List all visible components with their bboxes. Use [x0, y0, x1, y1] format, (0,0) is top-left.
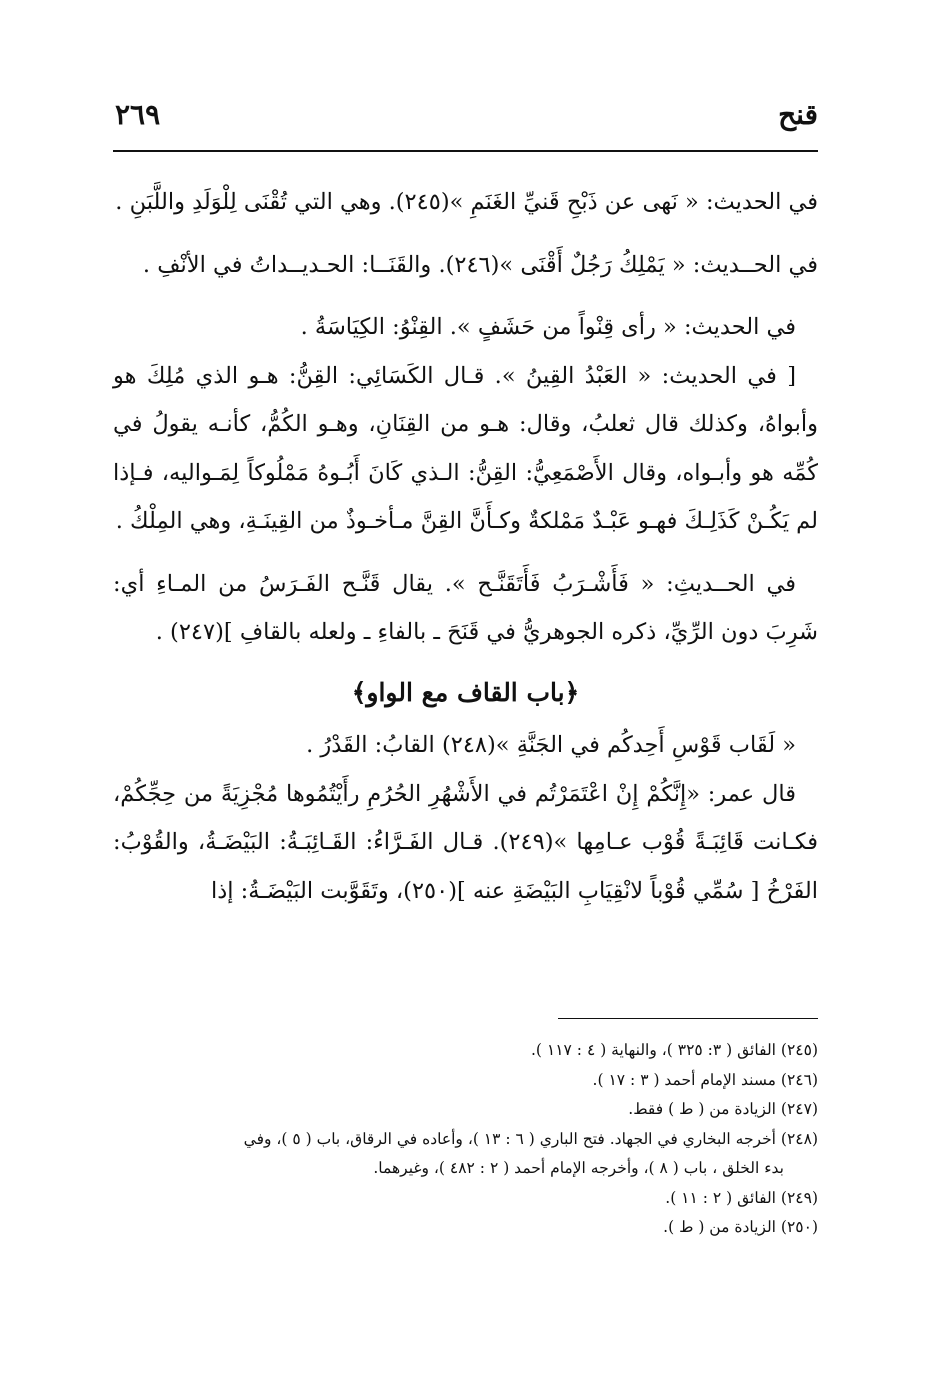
entry-paragraph: [ في الحديث: « العَبْدُ القِينُ ». قـال الكَسَائِي: القِنُّ: هـو الذي مُلِكَ هو وأبواهُ، وكذلك قال ثعلبُ، وقال: هـو من القِنَانِ، وهـو الكُمُّ، كأنـه يقولُ في كُمِّه هو وأبـواه، وقال الأَصْمَعِيُّ: القِنُّ: الـذي كَانَ أَبُـوهُ مَمْلُوكاً لِمَـواليه، فـإذا لم يَكُـنْ كَذَلِـكَ فهـو عَبْـدٌ مَمْلكةٌ وكـأَنَّ القِنَّ مـأخـوذٌ من القِينَـةِ، وهي المِلْكُ . — [113, 362, 818, 534]
entry-paragraph: « لَقَاب قَوْسِ أَحِدكُم في الجَنَّةِ »(٢٤٨) القابُ: القَدْرُ . — [306, 732, 796, 758]
main-text — [113, 178, 818, 915]
footnote-continuation: بدء الخلق ، باب ( ٨ )، وأخرجه الإمام أحمد ( ٢ : ٤٨٢ )، وغيرهما. — [373, 1159, 784, 1177]
entry-paragraph: في الحــديثِ: « فَأَشْـرَبُ فَأَتَقَنَّـح ». يقال قَنَّـح الفَـرَسُ من المـاءِ أي: شَرِبَ دون الرِّيِّ، ذكره الجوهريُّ في قَنَحَ ـ بالفاءِ ـ ولعله بالقافِ ](٢٤٧) . — [113, 570, 818, 645]
entry-paragraph: في الحديث: « نَهى عن ذَبْحِ قَنيِّ الغَنَمِ »(٢٤٥). وهي التي تُقْنَى لِلْوَلَدِ واللَّبَنِ . — [115, 189, 818, 215]
footnote: (٢٤٦) مسند الإمام أحمد ( ٣ : ١٧ ). — [592, 1070, 818, 1089]
entry-paragraph: في الحــديث: « يَمْلِكُ رَجُلٌ أَقْنَى »(٢٤٦). والقَنَــا: الحـديــداتُ في الأنْفِ . — [142, 251, 818, 278]
footnotes — [113, 1036, 818, 1243]
running-header-word: قنح — [778, 98, 818, 131]
footnote: (٢٤٩) الفائق ( ٢ : ١١ ). — [665, 1188, 818, 1207]
footnote: (٢٤٨) أخرجه البخاري في الجهاد. فتح الباري ( ٦ : ١٣ )، وأعاده في الرقاق، باب ( ٥ )، وفي — [243, 1129, 818, 1148]
page-number: ٢٦٩ — [115, 98, 161, 131]
entry-paragraph: في الحديث: « رأى قِنْواً من حَشَفٍ ». القِنْوُ: الكِيَاسَةُ . — [300, 314, 796, 340]
footnote: (٢٥٠) الزيادة من ( ط ). — [663, 1218, 818, 1236]
entry-paragraph: قال عمر: «إِنَّكُمْ إِنْ اعْتَمَرْتُم في الأَشْهُرِ الحُرُمِ رأَيْتُمُوها مُجْزِيَةً من حِجِّكُمْ، فكـانت قَائِبَـةً قُوْب عـامِها »(٢٤٩). قـال الفَـرَّاءُ: القَـائِبَـةُ: البَيْضَـةُ، والقُوْبُ: الفَرْخُ [ سُمِّي قُوْباً لانْقِيَابِ البَيْضَةِ عنه ](٢٥٠)، وتَقَوَّبت البَيْضَـةُ: إذا — [113, 780, 818, 904]
footnote: (٢٤٧) الزيادة من ( ط ) فقط. — [628, 1100, 818, 1118]
footnote-rule — [558, 1018, 818, 1019]
header-rule — [113, 150, 818, 152]
footnote: (٢٤٥) الفائق ( ٣: ٣٢٥ )، والنهاية ( ٤ : ١١٧ ). — [530, 1041, 818, 1059]
section-title: ﴿باب القاف مع الواو﴾ — [351, 677, 580, 707]
